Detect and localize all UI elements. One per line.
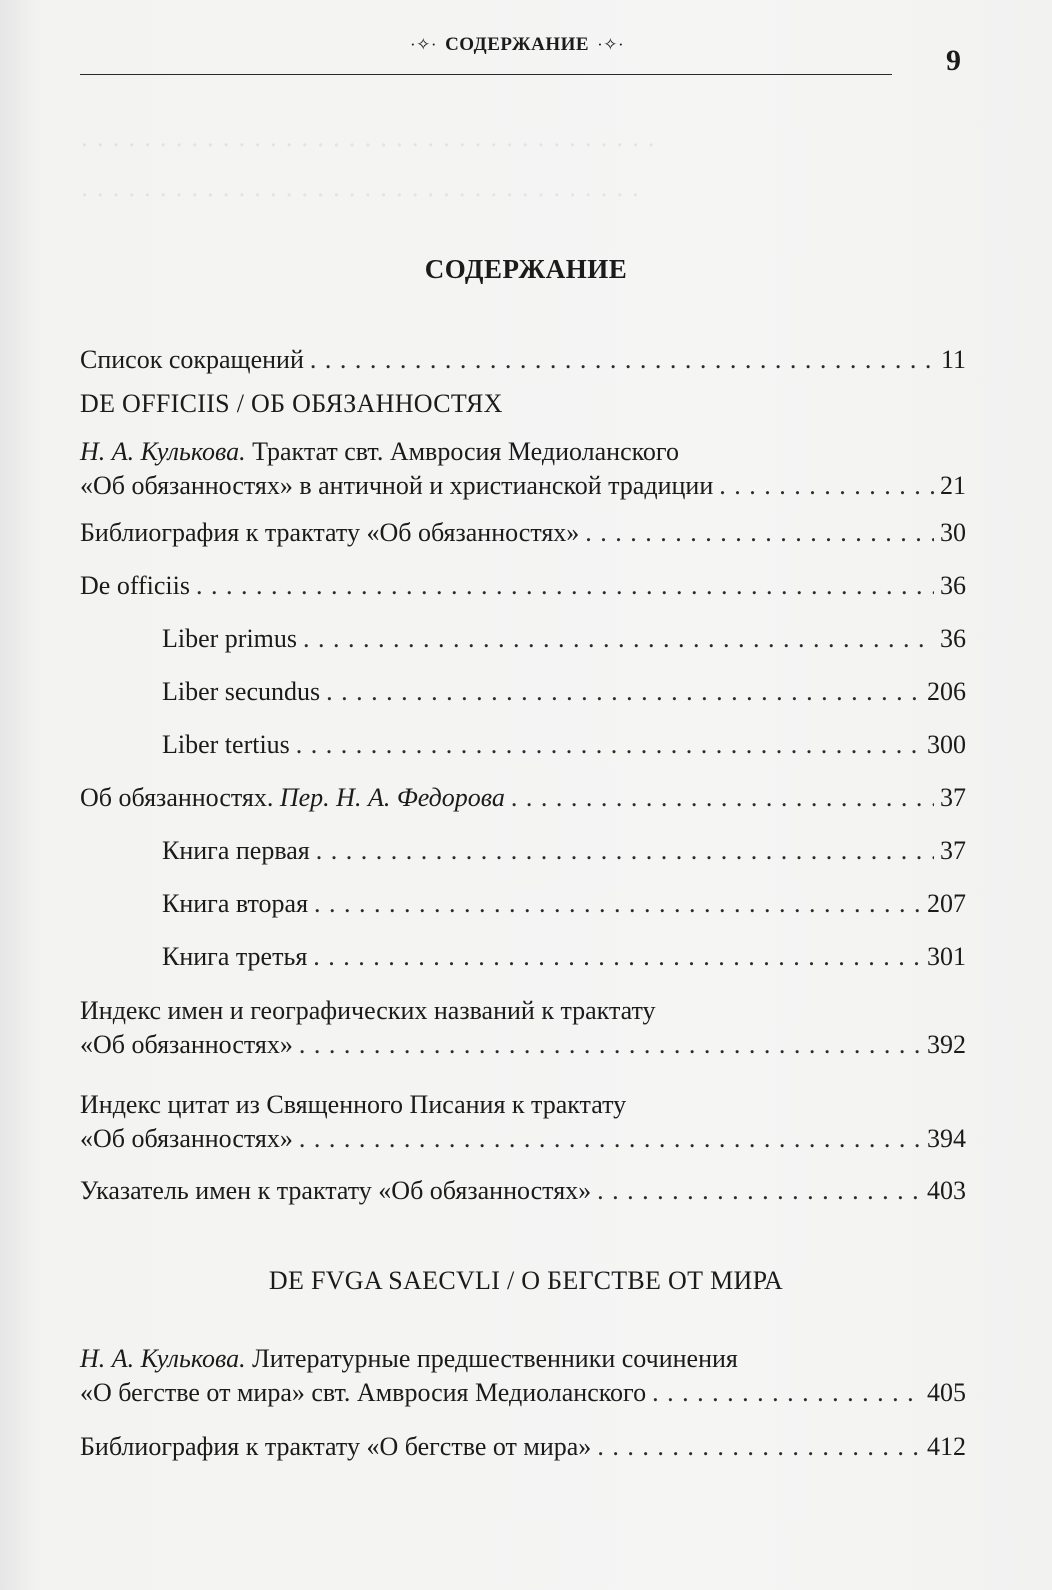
toc-entry-title: Liber secundus <box>162 677 321 706</box>
toc-entry <box>80 994 966 1062</box>
toc-entry-page: 392 <box>927 1030 966 1059</box>
bleed-through-text: · · · · · · · · · · · · · · · · · · · · · · · · · · · · · · · · · · · · <box>80 180 640 210</box>
toc-entry-title-cont: «О бегстве от мира» свт. Амвросия Медиоланского <box>80 1378 647 1407</box>
toc-entry-page: 21 <box>940 471 966 500</box>
toc-entry-page: 37 <box>940 836 966 865</box>
toc-entry-title: Индекс цитат из Священного Писания к трактату <box>80 1090 627 1119</box>
toc-entry-title: Библиография к трактату «О бегстве от мира» <box>80 1432 592 1461</box>
toc-entry-page: 405 <box>927 1378 966 1407</box>
leader-dots <box>314 887 921 921</box>
toc-entry-title: Liber primus <box>162 624 298 653</box>
toc-entry-page: 37 <box>940 783 966 812</box>
ornament-right-icon: ·✧· <box>597 35 625 54</box>
toc-entry-title: Индекс имен и географических названий к трактату <box>80 996 656 1025</box>
leader-dots <box>511 781 934 815</box>
toc-entry-title: Об обязанностях. <box>80 783 274 812</box>
toc-entry-page: 394 <box>927 1124 966 1153</box>
toc-subentry <box>162 887 966 921</box>
leader-dots <box>597 1174 921 1208</box>
toc-entry <box>80 781 966 815</box>
leader-dots <box>719 469 934 503</box>
toc-subentry <box>162 834 966 868</box>
toc-entry-page: 36 <box>940 571 966 600</box>
toc-entry <box>80 569 966 603</box>
toc-entry-page: 36 <box>940 624 966 653</box>
leader-dots <box>299 1122 921 1156</box>
toc-entry <box>80 435 966 503</box>
toc-entry <box>80 1430 966 1464</box>
page-number: 9 <box>946 44 961 77</box>
toc-subentry <box>162 675 966 709</box>
toc-entry-title: Книга вторая <box>162 889 309 918</box>
toc-entry-page: 207 <box>927 889 966 918</box>
ornament-left-icon: ·✧· <box>410 35 438 54</box>
leader-dots <box>326 675 921 709</box>
toc-entry-page: 300 <box>927 730 966 759</box>
toc-entry-title: Указатель имен к трактату «Об обязанностях» <box>80 1176 592 1205</box>
toc-entry <box>80 516 966 550</box>
page-title: СОДЕРЖАНИЕ <box>424 254 628 284</box>
toc-entry-title: Трактат свт. Амвросия Медиоланского <box>252 437 679 466</box>
toc-subentry <box>162 728 966 762</box>
toc-subentry <box>162 622 966 656</box>
toc-entry-title-cont: «Об обязанностях» <box>80 1030 293 1059</box>
section-heading: DE OFFICIIS / ОБ ОБЯЗАННОСТЯХ <box>80 389 503 418</box>
leader-dots <box>296 728 921 762</box>
section-heading: DE FVGA SAECVLI / О БЕГСТВЕ ОТ МИРА <box>268 1266 784 1295</box>
toc-entry-page: 301 <box>927 942 966 971</box>
bleed-through-text: · · · · · · · · · · · · · · · · · · · · · · · · · · · · · · · · · · · · · <box>80 130 656 160</box>
leader-dots <box>313 940 921 974</box>
toc-entry <box>80 1342 966 1410</box>
toc-entry-title: Книга третья <box>162 942 308 971</box>
leader-dots <box>196 569 934 603</box>
toc-entry-page: 403 <box>927 1176 966 1205</box>
toc-entry-author: Н. А. Кулькова. <box>80 1344 246 1373</box>
leader-dots <box>585 516 934 550</box>
toc-entry-title-cont: «Об обязанностях» в античной и христианской традиции <box>80 471 714 500</box>
toc-entry-page: 30 <box>940 518 966 547</box>
toc-entry <box>80 1088 966 1156</box>
leader-dots <box>316 834 934 868</box>
header-rule <box>80 74 892 75</box>
running-head <box>410 34 624 56</box>
toc-entry-title: Литературные предшественники сочинения <box>252 1344 738 1373</box>
toc-entry-title: Список сокращений <box>80 345 304 374</box>
leader-dots <box>310 343 935 377</box>
toc-entry <box>80 1174 966 1208</box>
toc-entry-page: 11 <box>940 345 966 374</box>
toc-entry-translator: Пер. Н. А. Федорова <box>279 783 505 812</box>
toc-entry <box>80 343 966 377</box>
toc-entry-title: Библиография к трактату «Об обязанностях» <box>80 518 580 547</box>
toc-entry-title: De officiis <box>80 571 190 600</box>
leader-dots <box>299 1028 921 1062</box>
toc-entry-title: Liber tertius <box>162 730 290 759</box>
leader-dots <box>303 622 934 656</box>
leader-dots <box>652 1376 921 1410</box>
toc-entry-title: Книга первая <box>162 836 310 865</box>
toc-entry-title-cont: «Об обязанностях» <box>80 1124 293 1153</box>
toc-entry-page: 412 <box>927 1432 966 1461</box>
toc-subentry <box>162 940 966 974</box>
toc-entry-page: 206 <box>927 677 966 706</box>
toc-entry-author: Н. А. Кулькова. <box>80 437 246 466</box>
leader-dots <box>597 1430 921 1464</box>
running-head-title: СОДЕРЖАНИЕ <box>445 34 590 55</box>
